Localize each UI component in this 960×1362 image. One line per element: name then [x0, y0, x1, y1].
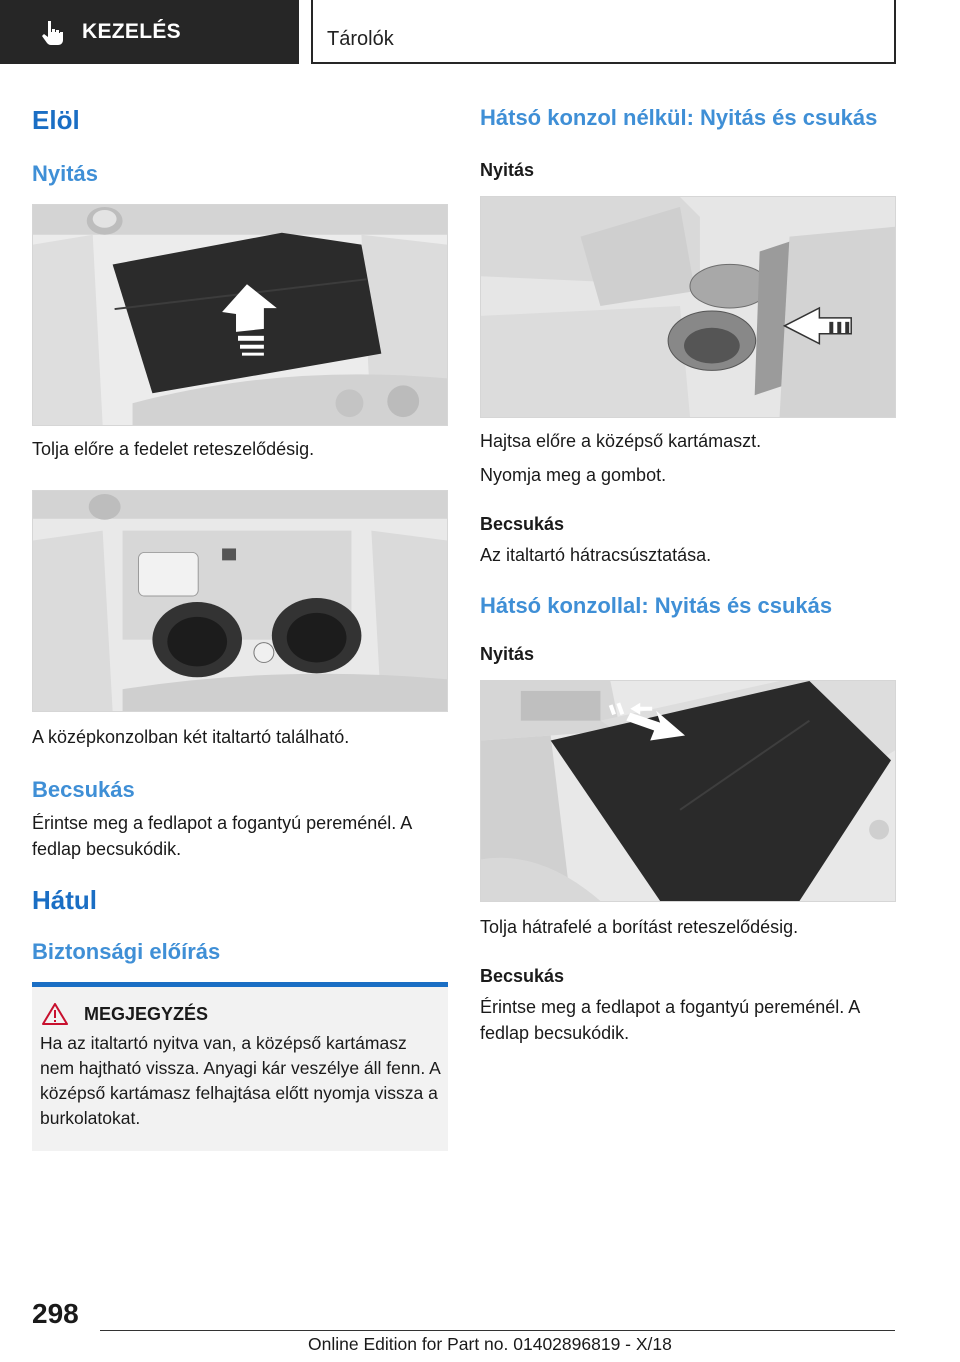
figure-rear-console: [480, 680, 896, 902]
breadcrumb: Tárolók: [327, 28, 394, 50]
warning-icon: [42, 1003, 68, 1025]
breadcrumb-box: [311, 0, 896, 64]
heading-safety: Biztonsági előírás: [32, 939, 221, 964]
hand-pointer-icon: [40, 19, 66, 45]
left-column: [32, 100, 448, 1151]
section-label: KEZELÉS: [82, 20, 181, 43]
caption-push-back: Tolja hátrafelé a borítást reteszelődésig.: [480, 917, 799, 937]
caption-cupholders: A középkonzolban két italtartó található.: [32, 727, 350, 747]
notice-box: [32, 982, 448, 1151]
figure-front-cover: [32, 204, 448, 426]
heading-open-1: Nyitás: [480, 160, 535, 180]
heading-without-console: Hátsó konzol nélkül: Nyitás és csukás: [480, 105, 878, 130]
heading-with-console: Hátsó konzollal: Nyitás és csukás: [480, 593, 833, 618]
heading-close-2: Becsukás: [480, 966, 565, 986]
section-tab: [0, 0, 299, 64]
notice-title-text: MEGJEGYZÉS: [84, 1003, 209, 1024]
heading-rear: Hátul: [32, 885, 97, 915]
footer-divider: [100, 1330, 895, 1331]
footer-edition: [308, 1334, 672, 1355]
heading-open: Nyitás: [32, 161, 99, 186]
figure-armrest-cupholder: [480, 196, 896, 418]
close-front-text: Érintse meg a fedlapot a fogantyú pereménél. A fedlap becsukódik.: [32, 813, 412, 859]
page-number: 298: [32, 1298, 79, 1329]
edition-text: Online Edition for Part no. 01402896819 - X/18: [308, 1334, 672, 1354]
caption-push-cover: Tolja előre a fedelet reteszelődésig.: [32, 439, 315, 459]
figure-cupholders: [32, 490, 448, 712]
heading-close-1: Becsukás: [480, 514, 565, 534]
close-1-text: Az italtartó hátracsúsztatása.: [480, 545, 712, 565]
page-header: [0, 0, 960, 66]
heading-front: Elöl: [32, 105, 80, 135]
heading-open-2: Nyitás: [480, 644, 535, 664]
right-column: [480, 100, 896, 1046]
notice-title: [40, 1003, 440, 1025]
notice-text: Ha az italtartó nyitva van, a középső kartámasz nem hajtható vissza. Anyagi kár veszélye áll fenn. A középső kartámasz felhajtása előtt nyomja vissza a burkolatokat.: [40, 1033, 440, 1128]
close-2-text: Érintse meg a fedlapot a fogantyú pereménél. A fedlap becsukódik.: [480, 997, 860, 1043]
heading-close-front: Becsukás: [32, 777, 135, 802]
caption-fold-armrest: Hajtsa előre a középső kartámaszt.: [480, 431, 762, 451]
caption-press-button: Nyomja meg a gombot.: [480, 465, 667, 485]
